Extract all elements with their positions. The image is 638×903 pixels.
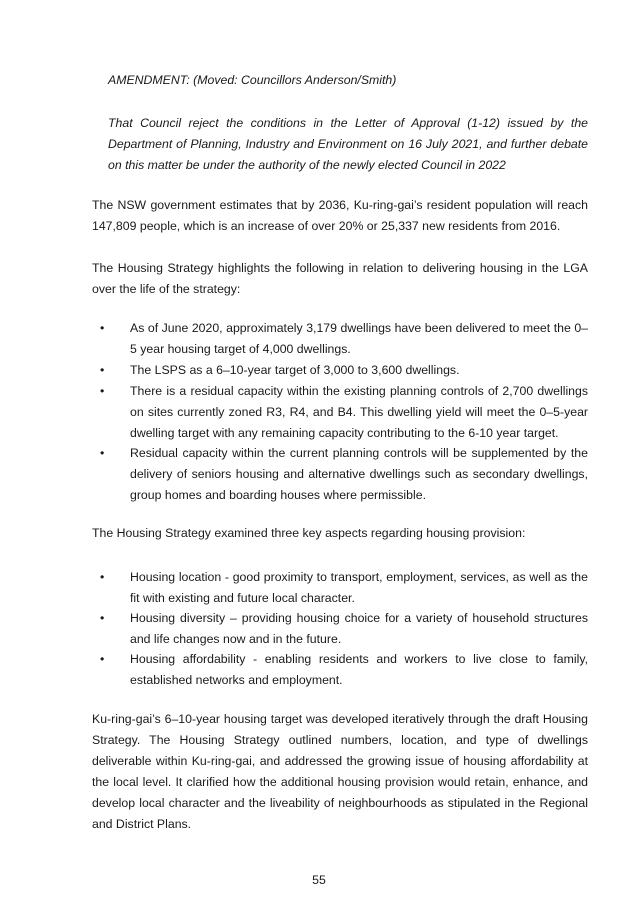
aspects-intro-paragraph: The Housing Strategy examined three key aspects regarding housing provision: — [92, 526, 526, 540]
list-item-text: Housing location - good proximity to transport, employment, services, as well as the fit with existing and future local character. — [130, 570, 588, 605]
bullet-icon: • — [100, 446, 105, 460]
amendment-heading: AMENDMENT: (Moved: Councillors Anderson/Smith) — [108, 73, 397, 87]
bullet-icon: • — [100, 363, 105, 377]
target-paragraph: Ku-ring-gai’s 6–10-year housing target was developed iteratively through the draft Housing Strategy. The Housing Strategy outlined numbers, location, and type of dwellings deliverable within Ku-ring-gai, and addressed the growing issue of housing affordability at the local level. It clarified how the additional housing provision would retain, enhance, and develop local character and the liveability of neighbourhoods as stipulated in the Regional and District Plans. — [92, 712, 588, 831]
population-paragraph: The NSW government estimates that by 2036, Ku-ring-gai’s resident population will reach 147,809 people, which is an increase of over 20% or 25,337 new residents from 2016. — [92, 198, 588, 233]
list-item-text: The LSPS as a 6–10-year target of 3,000 to 3,600 dwellings. — [130, 363, 460, 377]
page-number: 55 — [312, 873, 326, 887]
bullet-icon: • — [100, 652, 105, 666]
bullet-icon: • — [100, 611, 105, 625]
list-item-text: Residual capacity within the current planning controls will be supplemented by the delivery of seniors housing and alternative dwellings such as secondary dwellings, group homes and boarding houses where permissible. — [130, 446, 588, 502]
list-item-text: As of June 2020, approximately 3,179 dwellings have been delivered to meet the 0–5 year housing target of 4,000 dwellings. — [130, 321, 588, 356]
bullet-icon: • — [100, 570, 105, 584]
bullet-icon: • — [100, 321, 105, 335]
amendment-motion: That Council reject the conditions in the Letter of Approval (1-12) issued by the Department of Planning, Industry and Environment on 16 July 2021, and further debate on this matter be under the authority of the newly elected Council in 2022 — [108, 116, 588, 172]
list-item-text: Housing affordability - enabling residents and workers to live close to family, established networks and employment. — [130, 652, 588, 687]
bullet-icon: • — [100, 384, 105, 398]
list-item-text: There is a residual capacity within the existing planning controls of 2,700 dwellings on sites currently zoned R3, R4, and B4. This dwelling yield will meet the 0–5-year dwelling target with any remaining capacity contributing to the 6-10 year target. — [130, 384, 588, 440]
strategy-intro-paragraph: The Housing Strategy highlights the following in relation to delivering housing in the LGA over the life of the strategy: — [92, 261, 588, 296]
list-item-text: Housing diversity – providing housing choice for a variety of household structures and life changes now and in the future. — [130, 611, 588, 646]
